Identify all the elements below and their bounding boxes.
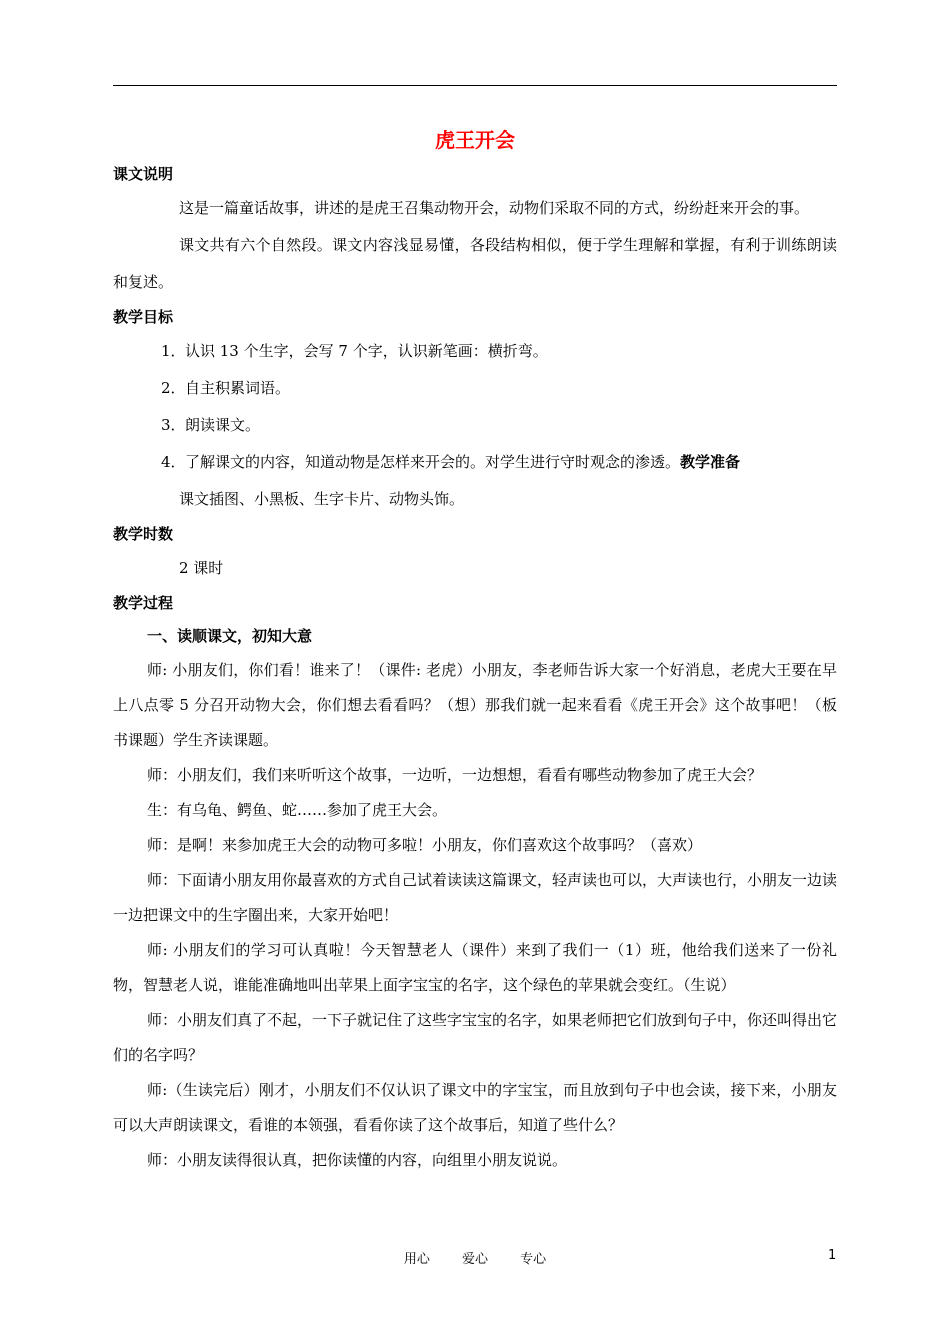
section-heading-preparation: 教学准备 (680, 453, 741, 471)
goal-text: 认识 13 个生字，会写 7 个字，认识新笔画：横折弯。 (185, 342, 548, 360)
footer-motto (0, 1248, 950, 1267)
dialog-line: 师：是啊！来参加虎王大会的动物可多啦！小朋友，你们喜欢这个故事吗？（喜欢） (147, 836, 703, 854)
dialog-line: 师：小朋友们真了不起，一下子就记住了这些字宝宝的名字，如果老师把它们放到句子中，你还叫得出它们的名字吗？ (113, 1011, 838, 1064)
header-rule (113, 85, 837, 86)
goal-item (113, 407, 837, 444)
dialog-line: 生：有乌龟、鳄鱼、蛇……参加了虎王大会。 (147, 801, 448, 819)
goal-item (113, 333, 837, 370)
goal-text: 朗读课文。 (185, 416, 261, 434)
dialog-line: 师：下面请小朋友用你最喜欢的方式自己试着读读这篇课文，轻声读也可以，大声读也行，小朋友一边读一边把课文中的生字圈出来，大家开始吧！ (113, 871, 838, 924)
goal-number: 4． (161, 453, 186, 471)
section-heading-goals: 教学目标 (113, 308, 174, 326)
dialog-line: 师: 小朋友们的学习可认真啦！今天智慧老人（课件）来到了我们一（1）班，他给我们送来了一份礼物，智慧老人说，谁能准确地叫出苹果上面字宝宝的名字，这个绿色的苹果就会变红。（生说） (113, 941, 837, 994)
footer-word: 用心 (403, 1252, 430, 1267)
dialog-line: 师: 小朋友们，你们看！谁来了！（课件: 老虎）小朋友，李老师告诉大家一个好消息，老虎大王要在早上八点零 5 分召开动物大会，你们想去看看吗？（想）那我们就一起来看看《虎王开会》这个故事吧！（板书课题）学生齐读课题。 (113, 661, 837, 749)
goal-item (113, 370, 837, 407)
section-heading-description: 课文说明 (113, 165, 174, 183)
description-paragraph: 这是一篇童话故事，讲述的是虎王召集动物开会，动物们采取不同的方式，纷纷赶来开会的事。 (179, 199, 810, 217)
goal-number: 3． (161, 416, 186, 434)
section-heading-hours: 教学时数 (113, 525, 174, 543)
goal-number: 2． (161, 379, 186, 397)
dialog-line: 师:（生读完后）刚才，小朋友们不仅认识了课文中的字宝宝，而且放到句子中也会读，接下来，小朋友可以大声朗读课文，看谁的本领强，看看你读了这个故事后，知道了些什么？ (113, 1081, 837, 1134)
goal-item (113, 444, 837, 481)
document-body (113, 158, 837, 1178)
section-heading-process: 教学过程 (113, 594, 174, 612)
dialog-line: 师：小朋友读得很认真，把你读懂的内容，向组里小朋友说说。 (147, 1151, 568, 1169)
footer-word: 专心 (520, 1252, 547, 1267)
goal-text: 了解课文的内容，知道动物是怎样来开会的。对学生进行守时观念的渗透。 (185, 453, 681, 471)
hours-value: 2 课时 (179, 559, 224, 577)
goal-text: 自主积累词语。 (185, 379, 291, 397)
preparation-text: 课文插图、小黑板、生字卡片、动物头饰。 (179, 490, 465, 508)
goal-number: 1． (161, 342, 186, 360)
process-subheading: 一、读顺课文，初知大意 (147, 627, 313, 645)
dialog-line: 师：小朋友们，我们来听听这个故事，一边听，一边想想，看看有哪些动物参加了虎王大会？ (147, 766, 763, 784)
footer-word: 爱心 (461, 1252, 488, 1267)
description-paragraph: 课文共有六个自然段。课文内容浅显易懂，各段结构相似，便于学生理解和掌握，有利于训练朗读和复述。 (113, 236, 837, 291)
page-number: 1 (828, 1248, 837, 1263)
page-title: 虎王开会 (435, 128, 515, 152)
